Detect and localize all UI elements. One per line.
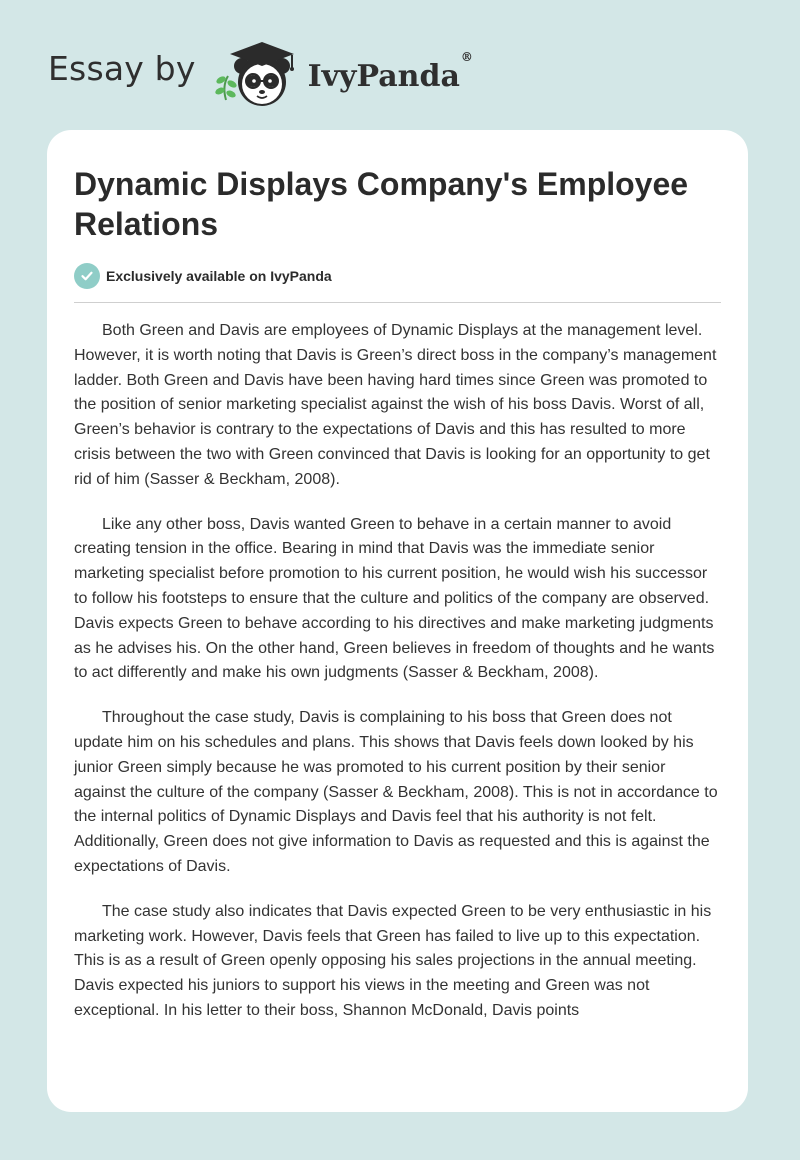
brand-name[interactable] — [307, 49, 473, 94]
paragraph: Both Green and Davis are employees of Dynamic Displays at the management level. However, it is worth noting that Davis is Green’s direct boss in the company’s management ladder. Both Green and Davis have been having hard times since Green was promoted to the position of senior marketing specialist against the wish of his boss Davis. Worst of all, Green’s behavior is contrary to the expectations of Davis and this has resulted to more crisis between the two with Green convinced that Davis is looking for an opportunity to get rid of him (Sasser & Beckham, 2008). — [74, 322, 717, 488]
article-body — [74, 319, 721, 1024]
exclusive-badge — [74, 263, 721, 303]
leaf-icon — [214, 75, 238, 100]
essay-by-label: Essay by — [48, 48, 196, 88]
site-header — [48, 36, 473, 112]
badge-label: Exclusively available on IvyPanda — [106, 268, 332, 284]
brand-text: IvyPanda — [307, 58, 460, 94]
article-card — [47, 130, 748, 1112]
paragraph: Throughout the case study, Davis is complaining to his boss that Green does not update him on his schedules and plans. This shows that Davis feels down looked by his junior Green simply because he was promoted to his current position by their senior against the culture of the company (Sasser & Beckham, 2008). This is not in accordance to the internal politics of Dynamic Displays and Davis feel that his authority is not felt. Additionally, Green does not give information to Davis as requested and this is against the expectations of Davis. — [74, 709, 718, 875]
check-icon — [74, 263, 100, 289]
paragraph: Like any other boss, Davis wanted Green to behave in a certain manner to avoid creating tension in the office. Bearing in mind that Davis was the immediate senior marketing specialist before promotion to his current position, he would wish his successor to follow his footsteps to ensure that the culture and politics of the company are observed. Davis expects Green to behave according to his directives and make marketing judgments as he advises his. On the other hand, Green believes in freedom of thoughts and he wants to act differently and make his own judgments (Sasser & Beckham, 2008). — [74, 515, 715, 682]
registered-mark: ® — [460, 49, 473, 64]
article-title: Dynamic Displays Company's Employee Relations — [74, 166, 689, 242]
paragraph: The case study also indicates that Davis expected Green to be very enthusiastic in his marketing work. However, Davis feels that Green has failed to live up to this expectation. This is as a result of Green openly opposing his sales projections in the annual meeting. Davis expected his juniors to support his views in the meeting and Green was not exceptional. In his letter to their boss, Shannon McDonald, Davis points — [74, 902, 712, 1019]
panda-logo-icon[interactable] — [212, 36, 302, 112]
